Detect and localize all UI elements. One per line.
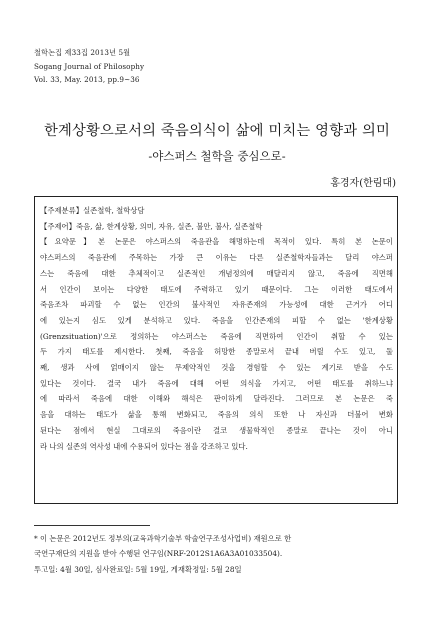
abstract-line-text: 본 논문은 야스퍼스의 죽음관을 해명하는데 목적이 있다. 특히 본 논문이 bbox=[97, 237, 393, 247]
subject-category-row bbox=[40, 203, 393, 219]
abstract-line: (Grenzsituation)'으로 정의하는 야스퍼스는 죽음에 직면하여 인간이 취할 수 있는 bbox=[40, 331, 393, 341]
keywords-label: 【주제어】 bbox=[40, 221, 76, 231]
abstract-line: 스는 죽음에 대한 추체적이고 실존적인 개념정의에 매달리지 않고, 죽음에 직면해 bbox=[40, 268, 393, 278]
author: 홍경자(한림대) bbox=[330, 178, 396, 189]
summary-label: 【요약문】 bbox=[40, 237, 98, 247]
journal-volume-line: Vol. 33, May. 2013, pp.9~36 bbox=[34, 75, 140, 84]
abstract-line: 에 있는지 심도 있게 분석하고 있다. 죽음을 인간존재의 피할 수 없는 '한계상황 bbox=[40, 315, 393, 325]
journal-issue-line: 철학논집 제33집 2013년 5월 bbox=[34, 48, 131, 57]
paper-title: 한계상황으로서의 죽음의식이 삶에 미치는 영향과 의미 bbox=[44, 123, 390, 139]
journal-info bbox=[34, 46, 144, 87]
abstract-line: 음을 대하는 태도가 삶을 통해 변화되고, 죽음의 의식 또한 나 자신과 더불어 변화 bbox=[40, 410, 393, 420]
subject-category-label: 【주제분류】 bbox=[40, 206, 84, 215]
footnote-funding-line: * 이 논문은 2012년도 정부의(교육과학기술부 학술연구조성사업비) 재원으로 한 bbox=[34, 534, 292, 543]
footnote bbox=[34, 531, 398, 577]
abstract-line: 서 인간이 보이는 다양한 태도에 주력하고 있기 때문이다. 그는 이러한 태도에서 bbox=[40, 284, 393, 294]
abstract-box bbox=[34, 196, 398, 504]
paper-subtitle: -야스퍼스 철학을 중심으로- bbox=[148, 149, 286, 163]
abstract-line: 두 가지 태도를 제시한다. 첫째, 죽음을 허망한 종말로서 끝내 버릴 수도 있고, 둘 bbox=[40, 347, 393, 357]
abstract-line: 죽음조차 파괴할 수 없는 인간의 불사적인 자유존재의 가능성에 대한 근거가 어디 bbox=[40, 300, 393, 310]
subject-category-value: 실존철학, 철학상담 bbox=[83, 206, 145, 215]
journal-name-line: Sogang Journal of Philosophy bbox=[34, 61, 145, 71]
abstract-line bbox=[40, 234, 393, 250]
abstract-line: 째, 생과 사에 얽매이지 않는 무제약적인 것을 경험할 수 있는 계기로 받을 수도 bbox=[40, 363, 393, 373]
footnote-divider bbox=[34, 525, 150, 526]
keywords-row bbox=[40, 219, 393, 235]
abstract-line: 된다는 점에서 현실 그대로의 죽음이란 결코 생물학적인 종말로 끝나는 것이 아니 bbox=[40, 425, 393, 435]
abstract-line: 라 나의 실존의 역사성 내에 수용되어 있다는 점을 강조하고 있다. bbox=[40, 441, 248, 451]
abstract-line: 에 따라서 죽음에 대한 이해와 해석은 판이하게 달라진다. 그러므로 본 논문은 죽 bbox=[40, 394, 393, 404]
footnote-grant-line: 국연구재단의 지원을 받아 수행된 연구임(NRF-2012S1A6A3A01033504). bbox=[34, 549, 283, 559]
footnote-dates-line: 투고일: 4월 30일, 심사완료일: 5월 19일, 게재확정일: 5월 28일 bbox=[34, 564, 242, 574]
abstract-line: 야스퍼스의 죽음관에 주목하는 가장 큰 이유는 다른 실존철학자들과는 달리 야스퍼 bbox=[40, 253, 393, 263]
abstract-line: 있다는 것이다. 결국 내가 죽음에 대해 어떤 의식을 가지고, 어떤 태도를 취하느냐 bbox=[40, 378, 393, 388]
keywords-value: 죽음, 삶, 한계상황, 의미, 자유, 실존, 불안, 불사, 실존철학 bbox=[75, 221, 263, 231]
